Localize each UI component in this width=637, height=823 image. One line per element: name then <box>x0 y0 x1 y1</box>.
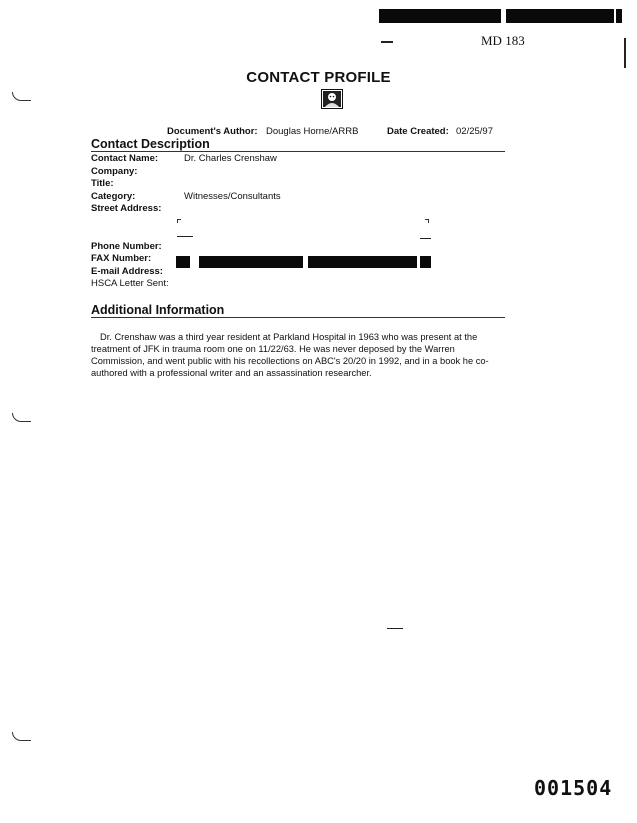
margin-mark-top <box>12 92 31 101</box>
right-edge-mark <box>624 38 626 68</box>
address-mark-right <box>425 219 429 223</box>
top-redaction-bar-1 <box>379 9 501 23</box>
page-title: CONTACT PROFILE <box>246 69 391 86</box>
contact-section-rule <box>91 151 505 152</box>
author-label: Document's Author: <box>167 126 258 137</box>
address-mark-left <box>177 219 181 223</box>
company-label: Company: <box>91 166 138 177</box>
fax-redaction-1 <box>176 256 190 268</box>
document-stamp-number: 001504 <box>534 776 613 800</box>
email-address-label: E-mail Address: <box>91 266 163 277</box>
stray-mark <box>387 628 403 629</box>
top-redaction-stub <box>616 9 622 23</box>
phone-number-label: Phone Number: <box>91 241 162 252</box>
author-value: Douglas Horne/ARRB <box>266 126 359 137</box>
date-value: 02/25/97 <box>456 126 493 137</box>
date-label: Date Created: <box>387 126 449 137</box>
address-dash-right <box>420 238 431 239</box>
category-value: Witnesses/Consultants <box>184 191 281 202</box>
contact-name-value: Dr. Charles Crenshaw <box>184 153 277 164</box>
street-address-label: Street Address: <box>91 203 162 214</box>
fax-redaction-3 <box>308 256 417 268</box>
category-label: Category: <box>91 191 136 202</box>
additional-section-rule <box>91 317 505 318</box>
margin-mark-middle <box>12 413 31 422</box>
top-redaction-bar-2 <box>506 9 614 23</box>
additional-information-text: Dr. Crenshaw was a third year resident at Parkland Hospital in 1963 who was present at the treatment of JFK in trauma room one on 11/22/63. He was never deposed by the Warren Commission, and went public with his recollections on ABC's 20/20 in 1992, and in a book he co-authored with a professional writer and an assassination researcher. <box>91 332 489 378</box>
fax-redaction-2 <box>199 256 303 268</box>
address-dash-left <box>177 236 193 237</box>
additional-information-heading: Additional Information <box>91 303 225 317</box>
contact-description-heading: Contact Description <box>91 137 210 151</box>
margin-mark-bottom <box>12 732 31 741</box>
hsca-letter-label: HSCA Letter Sent: <box>91 278 169 289</box>
fax-number-label: FAX Number: <box>91 253 152 264</box>
document-id: MD 183 <box>481 33 525 48</box>
title-label: Title: <box>91 178 114 189</box>
fax-redaction-4 <box>420 256 431 268</box>
dash-mark <box>381 41 393 43</box>
contact-name-label: Contact Name: <box>91 153 159 164</box>
person-icon <box>321 89 343 109</box>
